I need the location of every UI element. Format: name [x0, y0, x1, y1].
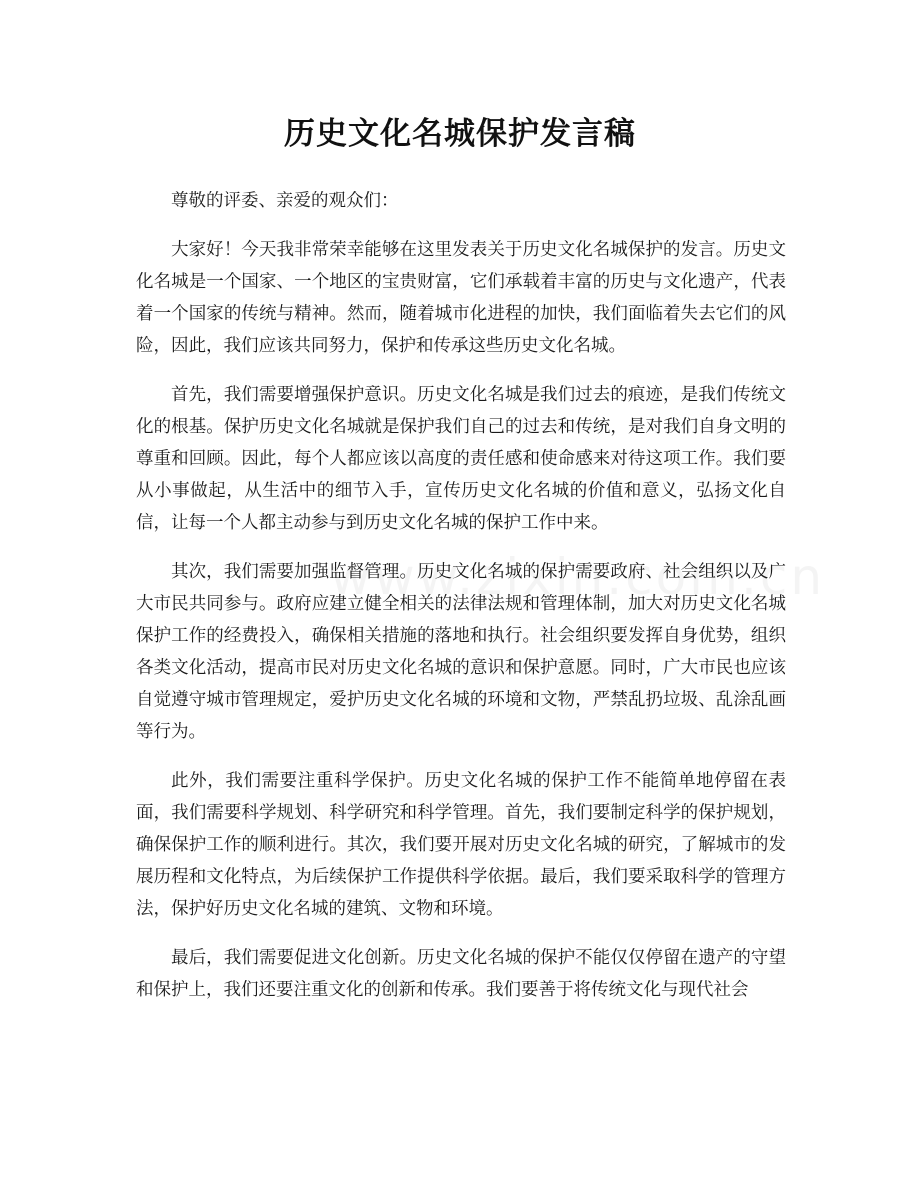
paragraph-first: 首先，我们需要增强保护意识。历史文化名城是我们过去的痕迹，是我们传统文化的根基。保护历史文化名城就是保护我们自己的过去和传统，是对我们自身文明的尊重和回顾。因此，每个人都应该以高度的责任感和使命感来对待这项工作。我们要从小事做起，从生活中的细节入手，宣传历史文化名城的价值和意义，弘扬文化自信，让每一个人都主动参与到历史文化名城的保护工作中来。 [136, 385, 786, 533]
salutation: 尊敬的评委、亲爱的观众们： [171, 191, 399, 211]
document-body [136, 185, 786, 1023]
paragraph-second: 其次，我们需要加强监督管理。历史文化名城的保护需要政府、社会组织以及广大市民共同参与。政府应建立健全相关的法律法规和管理体制，加大对历史文化名城保护工作的经费投入，确保相关措施的落地和执行。社会组织要发挥自身优势，组织各类文化活动，提高市民对历史文化名城的意识和保护意愿。同时，广大市民也应该自觉遵守城市管理规定，爱护历史文化名城的环境和文物，严禁乱扔垃圾、乱涂乱画等行为。 [136, 562, 786, 742]
paragraph-intro: 大家好！今天我非常荣幸能够在这里发表关于历史文化名城保护的发言。历史文化名城是一个国家、一个地区的宝贵财富，它们承载着丰富的历史与文化遗产，代表着一个国家的传统与精神。然而，随着城市化进程的加快，我们面临着失去它们的风险，因此，我们应该共同努力，保护和传承这些历史文化名城。 [136, 240, 786, 356]
paragraph-third: 此外，我们需要注重科学保护。历史文化名城的保护工作不能简单地停留在表面，我们需要科学规划、科学研究和科学管理。首先，我们要制定科学的保护规划，确保保护工作的顺利进行。其次，我们要开展对历史文化名城的研究，了解城市的发展历程和文化特点，为后续保护工作提供科学依据。最后，我们要采取科学的管理方法，保护好历史文化名城的建筑、文物和环境。 [136, 771, 786, 919]
document-title: 历史文化名城保护发言稿 [284, 116, 636, 152]
paragraph-last: 最后，我们需要促进文化创新。历史文化名城的保护不能仅仅停留在遗产的守望和保护上，我们还要注重文化的创新和传承。我们要善于将传统文化与现代社会 [136, 948, 786, 1000]
